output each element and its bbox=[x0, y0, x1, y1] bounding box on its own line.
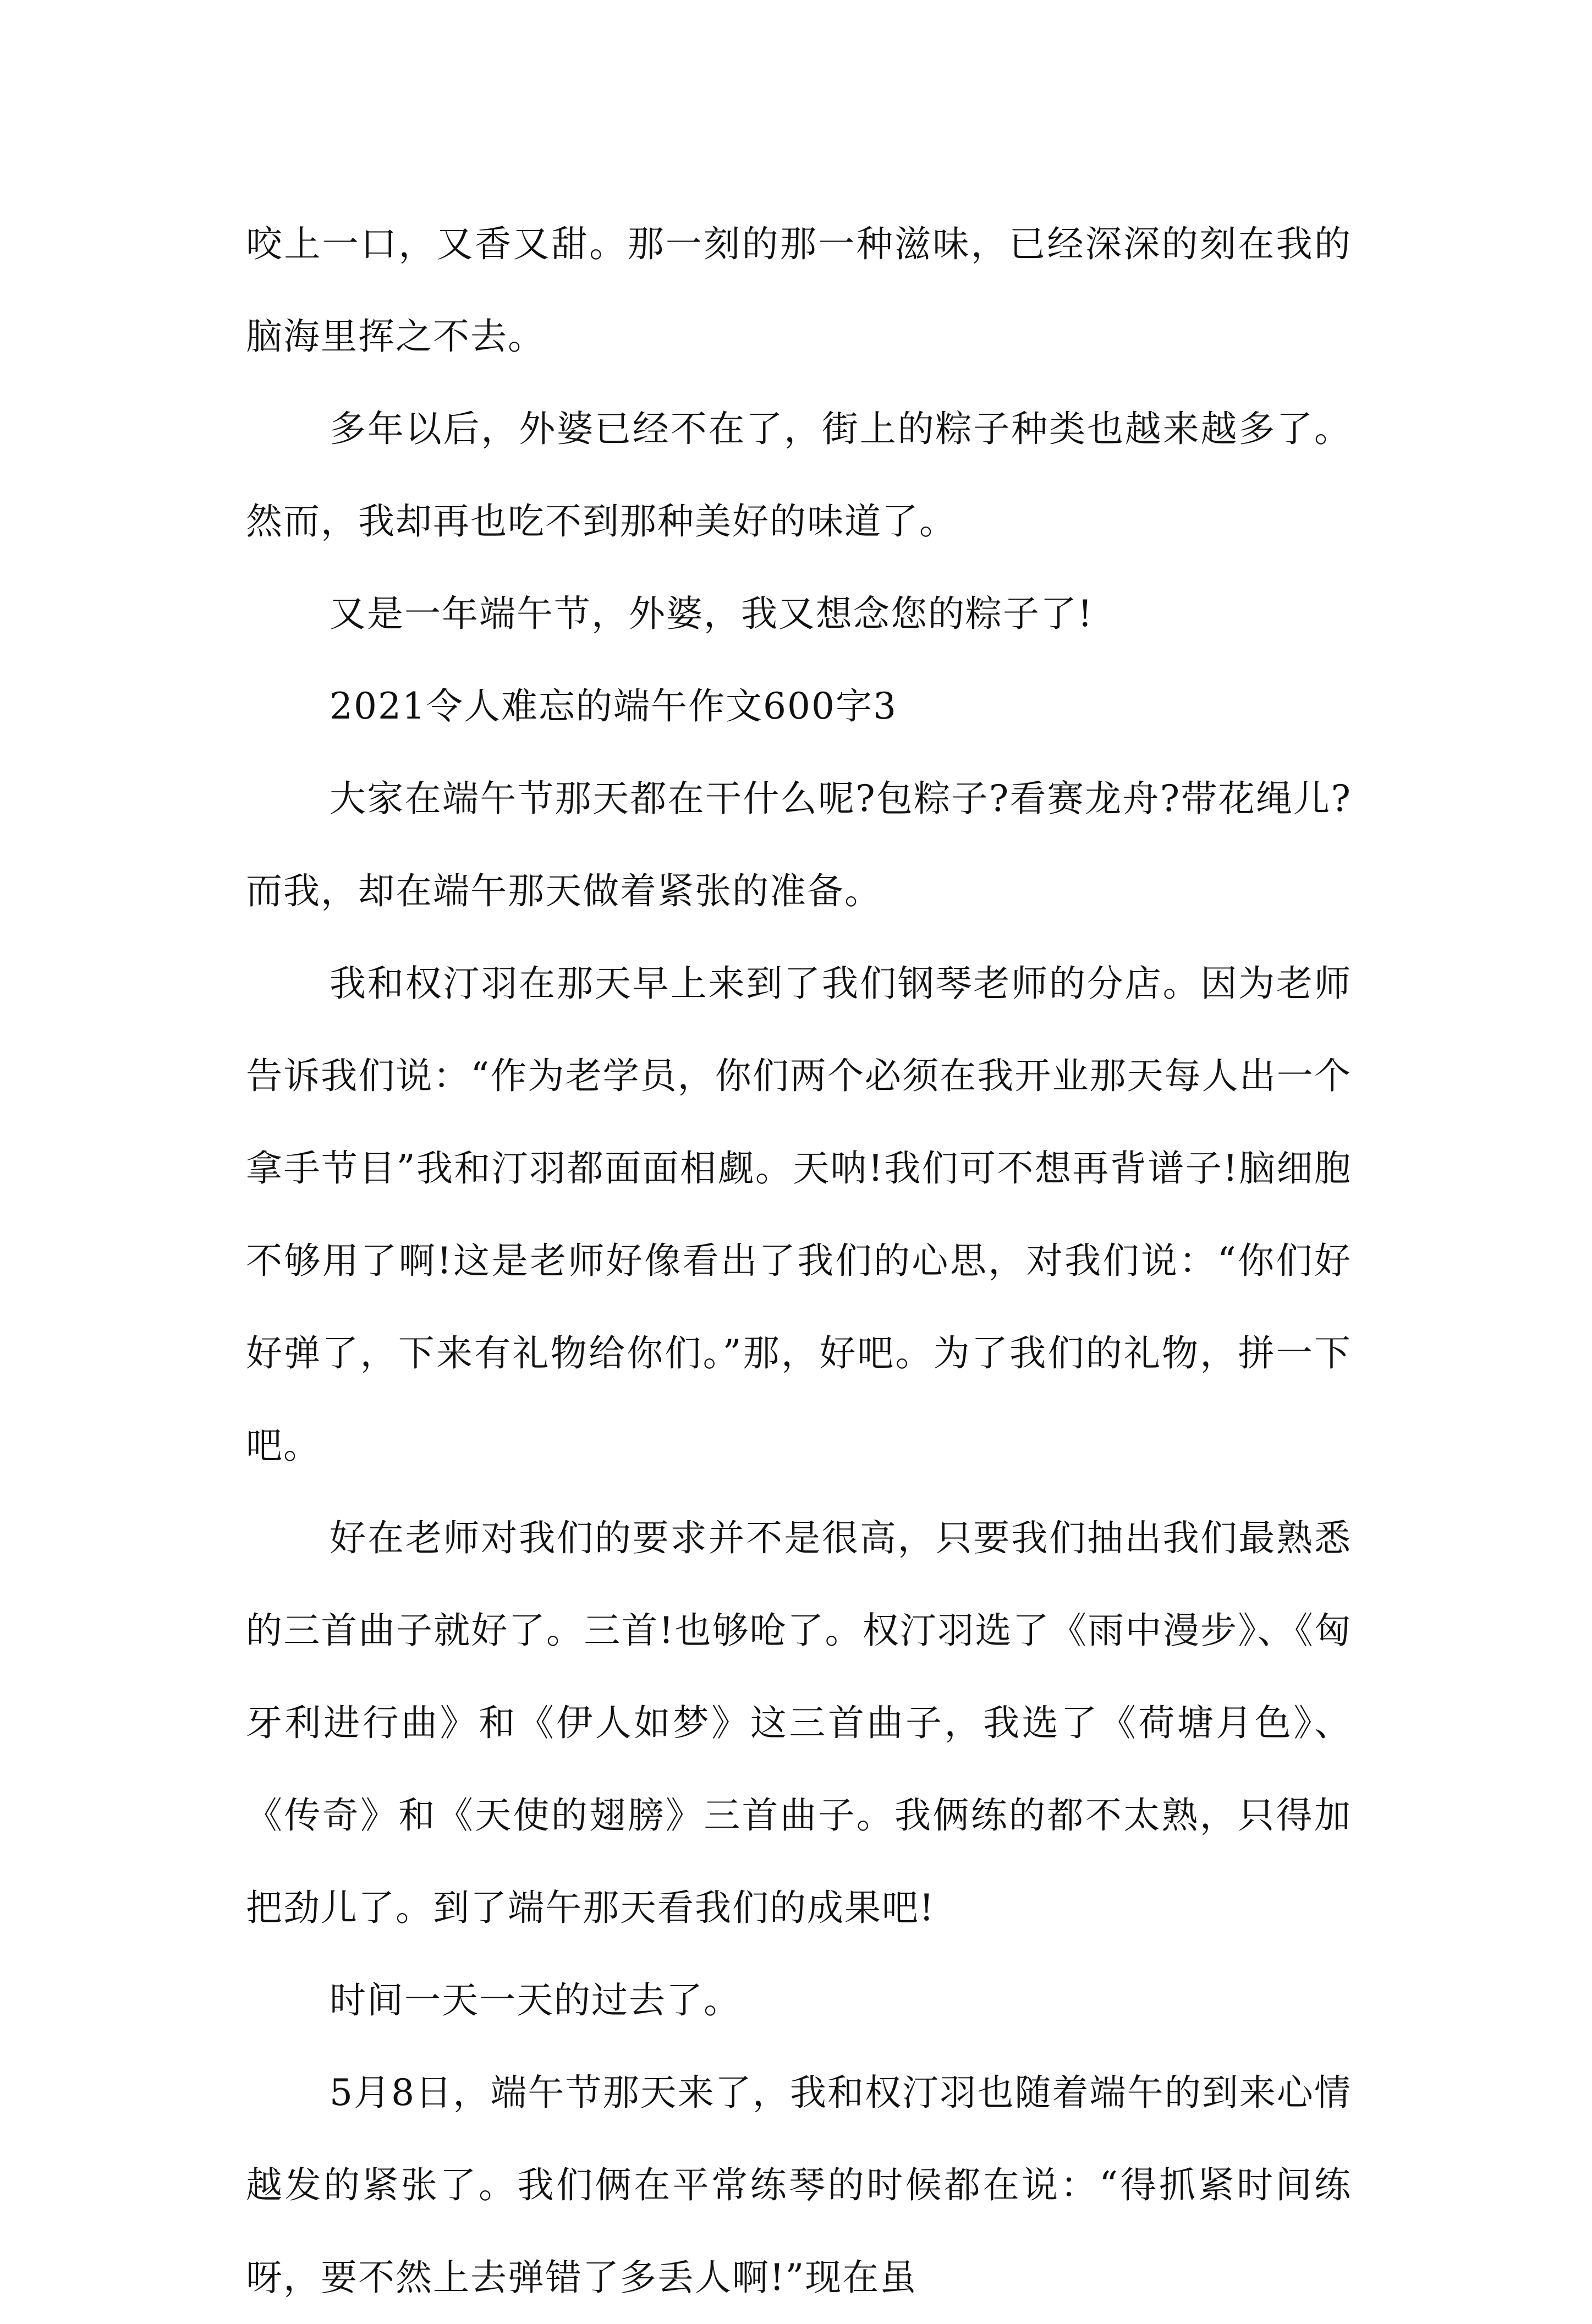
document-body bbox=[246, 198, 1352, 2324]
paragraph-1: 咬上一口，又香又甜。那一刻的那一种滋味，已经深深的刻在我的脑海里挥之不去。 bbox=[246, 223, 1352, 358]
paragraph-5: 大家在端午节那天都在干什么呢?包粽子?看赛龙舟?带花绳儿?而我，却在端午那天做着紧张的准备。 bbox=[246, 777, 1352, 912]
section-heading: 2021令人难忘的端午作文600字3 bbox=[330, 685, 897, 727]
paragraph-8: 时间一天一天的过去了。 bbox=[330, 1979, 741, 2021]
paragraph-7: 好在老师对我们的要求并不是很高，只要我们抽出我们最熟悉的三首曲子就好了。三首!也够呛了。权汀羽选了《雨中漫步》、《匈牙利进行曲》和《伊人如梦》这三首曲子，我选了《荷塘月色》、《传奇》和《天使的翅膀》三首曲子。我俩练的都不太熟，只得加把劲儿了。到了端午那天看我们的成果吧! bbox=[246, 1517, 1352, 1929]
paragraph-3: 又是一年端午节，外婆，我又想念您的粽子了! bbox=[330, 593, 1094, 635]
paragraph-2: 多年以后，外婆已经不在了，街上的粽子种类也越来越多了。然而，我却再也吃不到那种美好的味道了。 bbox=[246, 408, 1352, 542]
paragraph-6: 我和权汀羽在那天早上来到了我们钢琴老师的分店。因为老师告诉我们说：“作为老学员，你们两个必须在我开业那天每人出一个拿手节目”我和汀羽都面面相觑。天呐!我们可不想再背谱子!脑细胞不够用了啊!这是老师好像看出了我们的心思，对我们说：“你们好好弹了，下来有礼物给你们。”那，好吧。为了我们的礼物，拼一下吧。 bbox=[246, 962, 1352, 1467]
paragraph-9: 5月8日，端午节那天来了，我和权汀羽也随着端午的到来心情越发的紧张了。我们俩在平常练琴的时候都在说：“得抓紧时间练呀，要不然上去弹错了多丢人啊!”现在虽 bbox=[246, 2071, 1352, 2299]
